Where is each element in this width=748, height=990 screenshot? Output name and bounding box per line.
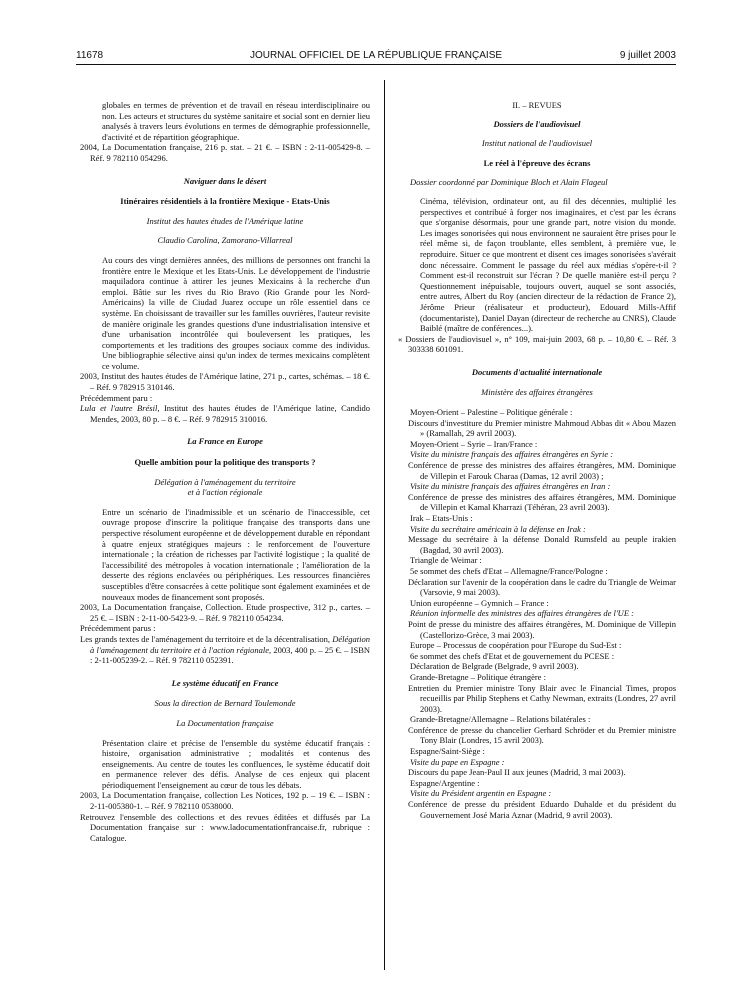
document-list-item: Déclaration sur l'avenir de la coopération dans le cadre du Triangle de Weimar (Varsovie, 9 mai 2003).: [408, 576, 676, 598]
document-list-item: Visite du Président argentin en Espagne :: [410, 788, 552, 799]
previous-title-2: Délégation à l'aménagement du territoire et à l'action régionale: [90, 633, 370, 655]
review-description: Cinéma, télévision, ordinateur ont, au fil des décennies, multiplié les perspectives et contribué à forger nos imaginaires, et c'est par les écrans que s'organise désormais, pour une grande part, notre vision du monde. Les images sonorisées qui nous environnent ne sauraient être prises pour le réel même si, de façon troublante, elles semblent, à première vue, le reproduire. Situer ce que montrent et disent ces images sonorisées s'avérait donc nécessaire. Comment le passage du réel aux médias s'opère-t-il ? Comment est-il reconstruit sur l'écran ? De quelle manière est-il perçu ? Questionnement inépuisable, toujours ouvert, auquel se sont associés, entre autres, Albert du Roy (ancien directeur de la rédaction de France 2), Jérôme Prieur (réalisateur et producteur), Edouard Mills-Affif (documentariste), Daniel Dayan (directeur de recherche au CNRS), Claude Baiblé (maître de conférences...).: [420, 195, 676, 334]
document-list-item: Visite du ministre français des affaires étrangères en Syrie :: [410, 449, 614, 460]
document-list-item: Entretien du Premier ministre Tony Blair avec le Financial Times, propos recueillis par Philip Stephens et Cathy Newman, extraits (Londres, 27 avril 2003).: [408, 682, 676, 714]
continued-text: globales en termes de prévention et de travail en réseau interdisciplinaire ou non. Les acteurs et structures du système sanitaire et social sont en dernier lieu analysés à travers leurs évolutions en termes de démographie professionnelle, d'activité et de répartition géographique.: [102, 100, 370, 142]
left-column: [80, 100, 370, 843]
document-list-item: Espagne/Saint-Siège :: [410, 746, 485, 757]
previous-details: , Institut des hautes études de l'Amérique latine, Candido Mendes, 2003, 80 p. – 8 €. – Réf. 9 782915 310016.: [90, 403, 370, 424]
document-list-item: Visite du secrétaire américain à la défense en Irak :: [410, 523, 586, 534]
desert-description: Au cours des vingt dernières années, des millions de personnes ont franchi la frontière entre le Mexique et les Etats-Unis. Le développement de l'industrie maquiladora continue à attirer les jeunes Mexicains à la recherche d'un emploi. Bâtie sur les rives du Rio Bravo (Rio Grande pour les Nord-Américains) la ville de Ciudad Juarez occupe un rôle essentiel dans ce système. En choisissant de travailler sur les familles ouvrières, l'auteur revisite de manière originale les grandes questions d'une industrialisation intensive et d'une urbanisation incontrôlée qui bouleversent les pratiques, les comportements et les traditions des groupes sociaux comme des individus. Une bibliographie sélective ainsi qu'un index de termes mexicains complètent ce volume.: [102, 254, 370, 371]
column-divider: [384, 80, 385, 970]
document-list-item: Conférence de presse du président Eduardo Duhalde et du président du Gouvernement José Maria Aznar (Madrid, 9 avril 2003).: [408, 799, 676, 820]
review-institute: Institut national de l'audiovisuel: [481, 138, 593, 149]
publisher-line: La Documentation française: [176, 717, 274, 728]
document-list-item: Europe – Processus de coopération pour l'Europe du Sud-Est :: [410, 640, 622, 651]
document-list-item: Grande-Bretagne – Politique étrangère :: [410, 671, 546, 682]
education-description: Présentation claire et précise de l'ensemble du système éducatif français : histoire, organisation administrative ; modalités et contenus des enseignements. Au centre de toutes les confluences, le système éducatif doit en permanence relever des défis. Analyse de ces enjeux qui placent périodiquement l'enseignement au cœur de tous les débats.: [102, 737, 370, 790]
document-list-item: Déclaration de Belgrade (Belgrade, 9 avril 2003).: [410, 661, 579, 672]
document-list-item: Triangle de Weimar :: [410, 555, 482, 566]
section-title-international: Documents d'actualité internationale: [471, 366, 603, 377]
document-list-item: Discours du pape Jean-Paul II aux jeunes (Madrid, 3 mai 2003).: [408, 767, 626, 778]
ministry-name: Ministère des affaires étrangères: [481, 387, 593, 398]
previous-text-2: , 2003, 400 p. – 25 €. – ISBN : 2-11-005239-2. – Réf. 9 782110 052391.: [90, 644, 370, 666]
part-title: II. – REVUES: [512, 100, 562, 110]
document-list-item: Moyen-Orient – Syrie – Iran/France :: [410, 438, 538, 449]
institute-name: Institut des hautes études de l'Amérique latine: [146, 215, 304, 226]
section-title-europe: La France en Europe: [187, 436, 263, 447]
journal-title: JOURNAL OFFICIEL DE LA RÉPUBLIQUE FRANÇAISE: [249, 50, 503, 61]
catalogue-notice: Retrouvez l'ensemble des collections et des revues éditées et diffusés par La Documentation française sur : www.ladocumentationfrancaise.fr, rubrique : Catalogue.: [80, 811, 370, 843]
document-list-item: Discours d'investiture du Premier ministre Mahmoud Abbas dit « Abou Mazen » (Ramallah, 29 avril 2003).: [408, 417, 676, 439]
transports-reference: 2003, La Documentation française, Collection. Etude prospective, 312 p., cartes. – 25 €. – ISBN : 2-11-00-5423-9. – Réf. 9 782110 054234.: [80, 602, 370, 623]
author-names: Claudio Carolina, Zamorano-Villarreal: [157, 235, 293, 246]
review-title-audiovisuel: Dossiers de l'audiovisuel: [493, 118, 581, 129]
section-title-education: Le système éducatif en France: [171, 677, 279, 688]
previously-published-label-2: Précédemment parus :: [80, 623, 156, 634]
section-title-desert: Naviguer dans le désert: [183, 175, 267, 186]
document-list-item: Irak – Etats-Unis :: [410, 513, 473, 523]
header-rule: [76, 64, 676, 65]
document-list-item: Visite du pape en Espagne :: [410, 756, 505, 767]
education-reference: 2003, La Documentation française, collection Les Notices, 192 p. – 19 €. – ISBN : 2-11-005380-1. – Réf. 9 782110 0538000.: [80, 790, 370, 812]
document-list-item: Message du secrétaire à la défense Donald Rumsfeld au peuple irakien (Bagdad, 30 avril 2003).: [408, 534, 676, 555]
document-list-item: Visite du ministre français des affaires étrangères en Iran :: [410, 481, 611, 492]
transports-description: Entre un scénario de l'inadmissible et un scénario de l'inaccessible, cet ouvrage propose d'inscrire la politique française des transports dans une perspective résolument européenne et de développement durable en répondant à quatre enjeux stratégiques majeurs : le renforcement de l'ouverture internationale ; la création de richesses par l'activité logistique ; la qualité de l'accessibilité des métropoles à vocation internationale ; l'amélioration de la desserte des régions enclavées ou périphériques. Les ressources financières susceptibles d'être consacrées à cette politique sont également examinées et de nouveaux modes de financement sont proposés.: [102, 506, 370, 602]
section-subtitle-desert: Itinéraires résidentiels à la frontière Mexique - Etats-Unis: [120, 196, 330, 207]
organization-line-2: et à l'action régionale: [187, 487, 263, 498]
direction-line: Sous la direction de Bernard Toulemonde: [154, 698, 296, 709]
document-list-item: Conférence de presse des ministres des affaires étrangères, MM. Dominique de Villepin et Farouk Charaa (Damas, 12 avril 2003) ;: [408, 460, 676, 481]
document-list-item: Réunion informelle des ministres des affaires étrangères de l'UE :: [410, 608, 634, 619]
previous-title: Lula et l'autre Brésil: [80, 403, 158, 414]
document-list-item: Moyen-Orient – Palestine – Politique générale :: [410, 407, 573, 418]
previously-published-entry-2: [80, 634, 370, 666]
document-list-item: Grande-Bretagne/Allemagne – Relations bilatérales :: [410, 714, 591, 725]
continued-reference: 2004, La Documentation française, 216 p. stat. – 21 €. – ISBN : 2-11-005429-8. – Réf. 9 782110 054296.: [80, 142, 370, 163]
section-subtitle-transports: Quelle ambition pour la politique des transports ?: [134, 457, 316, 468]
review-subtitle: Le réel à l'épreuve des écrans: [483, 157, 591, 168]
page-header: [76, 50, 676, 64]
document-list-item: Point de presse du ministre des affaires étrangères, M. Dominique de Villepin (Castellorizo-Grèce, 3 mai 2003).: [408, 618, 676, 640]
previously-published-label: Précédemment paru :: [80, 392, 153, 403]
document-list-item: 5e sommet des chefs d'Etat – Allemagne/France/Pologne :: [410, 565, 608, 576]
issue-date: 9 juillet 2003: [619, 50, 676, 61]
document-list-item: Espagne/Argentine :: [410, 777, 480, 788]
previously-published-entry: [80, 403, 370, 424]
right-column: [398, 100, 676, 820]
desert-reference: 2003, Institut des hautes études de l'Amérique latine, 271 p., cartes, schémas. – 18 €. – Réf. 9 782915 310146.: [80, 371, 370, 393]
document-list-item: Conférence de presse des ministres des affaires étrangères, MM. Dominique de Villepin et Kamal Kharrazi (Téhéran, 23 avril 2003).: [408, 491, 676, 513]
document-list-item: Conférence de presse du chancelier Gerhard Schröder et du Premier ministre Tony Blair (Londres, 15 avril 2003).: [408, 724, 676, 746]
review-reference: « Dossiers de l'audiovisuel », n° 109, mai-juin 2003, 68 p. – 10,80 €. – Réf. 3 303338 601091.: [398, 333, 676, 355]
page-number: 11678: [76, 50, 104, 61]
document-list: [398, 407, 676, 820]
review-coordinator: Dossier coordonné par Dominique Bloch et Alain Flageul: [410, 177, 608, 188]
previous-text-1: Les grands textes de l'aménagement du territoire et de la décentralisation,: [80, 633, 333, 644]
document-list-item: 6e sommet des chefs d'Etat et de gouvernement du PCESE :: [410, 650, 615, 661]
organization-line-1: Délégation à l'aménagement du territoire: [154, 476, 296, 487]
document-list-item: Union européenne – Gymnich – France :: [410, 597, 549, 608]
